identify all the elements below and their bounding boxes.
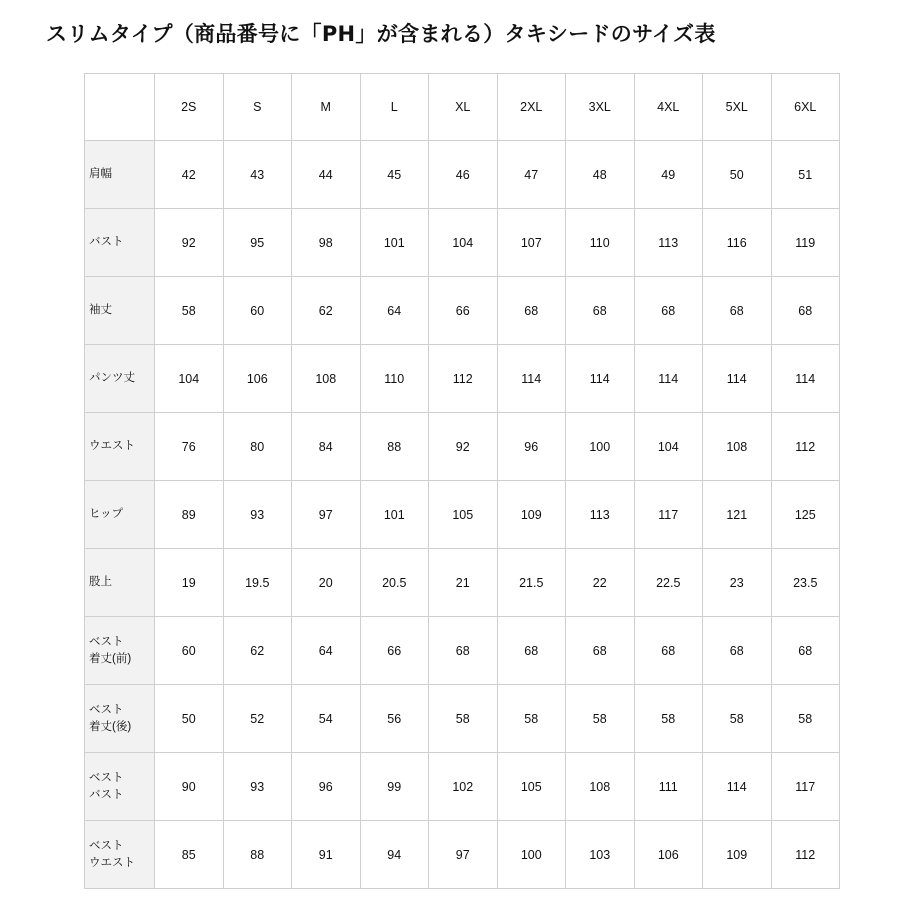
table-cell: 68: [703, 277, 772, 345]
table-cell: 68: [634, 617, 703, 685]
row-label-line: ヒップ: [89, 508, 124, 521]
table-cell: 91: [292, 821, 361, 889]
table-cell: 68: [771, 277, 840, 345]
table-cell: 49: [634, 141, 703, 209]
table-cell: 117: [771, 753, 840, 821]
table-row: [85, 549, 840, 617]
row-label-line: ウエスト: [89, 440, 135, 453]
table-cell: 106: [223, 345, 292, 413]
table-cell: 98: [292, 209, 361, 277]
table-cell: 103: [566, 821, 635, 889]
table-cell: 62: [292, 277, 361, 345]
table-cell: 42: [155, 141, 224, 209]
size-header-3xl: 3XL: [566, 74, 635, 141]
table-cell: 110: [360, 345, 429, 413]
table-cell: 54: [292, 685, 361, 753]
table-cell: 43: [223, 141, 292, 209]
table-cell: 93: [223, 481, 292, 549]
table-cell: 99: [360, 753, 429, 821]
table-cell: 100: [566, 413, 635, 481]
table-cell: 88: [223, 821, 292, 889]
table-row: [85, 753, 840, 821]
size-header-l: L: [360, 74, 429, 141]
table-cell: 108: [703, 413, 772, 481]
table-cell: 47: [497, 141, 566, 209]
table-cell: 104: [634, 413, 703, 481]
row-label-line: バスト: [89, 236, 124, 249]
table-cell: 58: [634, 685, 703, 753]
size-header-2xl: 2XL: [497, 74, 566, 141]
table-cell: 66: [360, 617, 429, 685]
table-cell: 50: [703, 141, 772, 209]
table-cell: 114: [566, 345, 635, 413]
table-cell: 105: [429, 481, 498, 549]
table-cell: 19.5: [223, 549, 292, 617]
table-cell: 56: [360, 685, 429, 753]
row-label-line: パンツ丈: [89, 372, 135, 385]
table-row: [85, 617, 840, 685]
table-cell: 60: [223, 277, 292, 345]
table-cell: 110: [566, 209, 635, 277]
table-cell: 117: [634, 481, 703, 549]
table-cell: 112: [771, 413, 840, 481]
row-label: [85, 685, 155, 753]
table-cell: 114: [703, 753, 772, 821]
table-cell: 106: [634, 821, 703, 889]
table-cell: 52: [223, 685, 292, 753]
table-cell: 68: [497, 617, 566, 685]
row-label-line: ベスト: [89, 635, 124, 648]
row-label-line: ベスト: [89, 839, 124, 852]
table-cell: 22.5: [634, 549, 703, 617]
size-header-6xl: 6XL: [771, 74, 840, 141]
row-label: [85, 821, 155, 889]
row-label-line: 袖丈: [89, 304, 112, 317]
table-cell: 66: [429, 277, 498, 345]
table-cell: 119: [771, 209, 840, 277]
size-table-body: [85, 141, 840, 889]
row-label-line: 股上: [89, 576, 112, 589]
table-cell: 68: [634, 277, 703, 345]
corner-cell: [85, 74, 155, 141]
table-cell: 104: [429, 209, 498, 277]
table-cell: 68: [497, 277, 566, 345]
table-cell: 101: [360, 481, 429, 549]
table-cell: 125: [771, 481, 840, 549]
table-cell: 21.5: [497, 549, 566, 617]
row-label-line: バスト: [89, 788, 124, 801]
table-cell: 105: [497, 753, 566, 821]
table-cell: 112: [429, 345, 498, 413]
table-cell: 76: [155, 413, 224, 481]
table-cell: 80: [223, 413, 292, 481]
table-cell: 111: [634, 753, 703, 821]
table-cell: 58: [429, 685, 498, 753]
row-label: [85, 413, 155, 481]
row-label: [85, 617, 155, 685]
table-cell: 68: [703, 617, 772, 685]
table-cell: 102: [429, 753, 498, 821]
table-cell: 58: [703, 685, 772, 753]
table-cell: 112: [771, 821, 840, 889]
table-cell: 68: [771, 617, 840, 685]
table-cell: 113: [566, 481, 635, 549]
table-cell: 58: [497, 685, 566, 753]
table-row: [85, 209, 840, 277]
row-label-line: 着丈(後): [89, 720, 132, 733]
table-cell: 64: [360, 277, 429, 345]
table-cell: 58: [771, 685, 840, 753]
table-row: [85, 141, 840, 209]
table-cell: 58: [155, 277, 224, 345]
table-cell: 48: [566, 141, 635, 209]
table-cell: 50: [155, 685, 224, 753]
size-header-s: S: [223, 74, 292, 141]
table-row: [85, 277, 840, 345]
row-label: [85, 481, 155, 549]
table-cell: 116: [703, 209, 772, 277]
table-cell: 95: [223, 209, 292, 277]
table-cell: 121: [703, 481, 772, 549]
table-cell: 45: [360, 141, 429, 209]
row-label: [85, 753, 155, 821]
size-header-2s: 2S: [155, 74, 224, 141]
page-title: スリムタイプ（商品番号に「PH」が含まれる）タキシードのサイズ表: [46, 22, 716, 46]
table-cell: 93: [223, 753, 292, 821]
table-cell: 97: [292, 481, 361, 549]
table-cell: 100: [497, 821, 566, 889]
row-label: [85, 141, 155, 209]
table-cell: 23.5: [771, 549, 840, 617]
table-cell: 21: [429, 549, 498, 617]
row-label: [85, 209, 155, 277]
table-cell: 64: [292, 617, 361, 685]
table-row: [85, 685, 840, 753]
row-label-line: ウエスト: [89, 856, 135, 869]
size-header-4xl: 4XL: [634, 74, 703, 141]
table-cell: 114: [634, 345, 703, 413]
table-cell: 109: [703, 821, 772, 889]
table-cell: 68: [429, 617, 498, 685]
table-cell: 58: [566, 685, 635, 753]
size-table: [84, 73, 840, 889]
table-cell: 68: [566, 617, 635, 685]
table-cell: 60: [155, 617, 224, 685]
table-row: [85, 481, 840, 549]
table-cell: 68: [566, 277, 635, 345]
row-label: [85, 549, 155, 617]
table-cell: 108: [292, 345, 361, 413]
row-label-line: 肩幅: [89, 168, 112, 181]
row-label-line: ベスト: [89, 771, 124, 784]
row-label: [85, 345, 155, 413]
table-cell: 51: [771, 141, 840, 209]
size-header-5xl: 5XL: [703, 74, 772, 141]
table-cell: 22: [566, 549, 635, 617]
table-cell: 101: [360, 209, 429, 277]
table-cell: 97: [429, 821, 498, 889]
table-cell: 113: [634, 209, 703, 277]
table-cell: 85: [155, 821, 224, 889]
size-header-row: [85, 74, 840, 141]
table-cell: 92: [155, 209, 224, 277]
table-cell: 94: [360, 821, 429, 889]
table-cell: 88: [360, 413, 429, 481]
table-cell: 20.5: [360, 549, 429, 617]
table-cell: 109: [497, 481, 566, 549]
table-cell: 104: [155, 345, 224, 413]
table-row: [85, 821, 840, 889]
row-label: [85, 277, 155, 345]
table-row: [85, 345, 840, 413]
table-cell: 44: [292, 141, 361, 209]
table-cell: 96: [497, 413, 566, 481]
table-cell: 62: [223, 617, 292, 685]
table-cell: 92: [429, 413, 498, 481]
size-header-xl: XL: [429, 74, 498, 141]
table-cell: 46: [429, 141, 498, 209]
table-cell: 20: [292, 549, 361, 617]
table-row: [85, 413, 840, 481]
table-cell: 114: [771, 345, 840, 413]
table-cell: 114: [497, 345, 566, 413]
table-cell: 19: [155, 549, 224, 617]
size-header-m: M: [292, 74, 361, 141]
row-label-line: 着丈(前): [89, 652, 132, 665]
table-cell: 107: [497, 209, 566, 277]
table-cell: 108: [566, 753, 635, 821]
table-cell: 96: [292, 753, 361, 821]
table-cell: 89: [155, 481, 224, 549]
table-cell: 84: [292, 413, 361, 481]
table-cell: 114: [703, 345, 772, 413]
row-label-line: ベスト: [89, 703, 124, 716]
table-cell: 90: [155, 753, 224, 821]
table-cell: 23: [703, 549, 772, 617]
